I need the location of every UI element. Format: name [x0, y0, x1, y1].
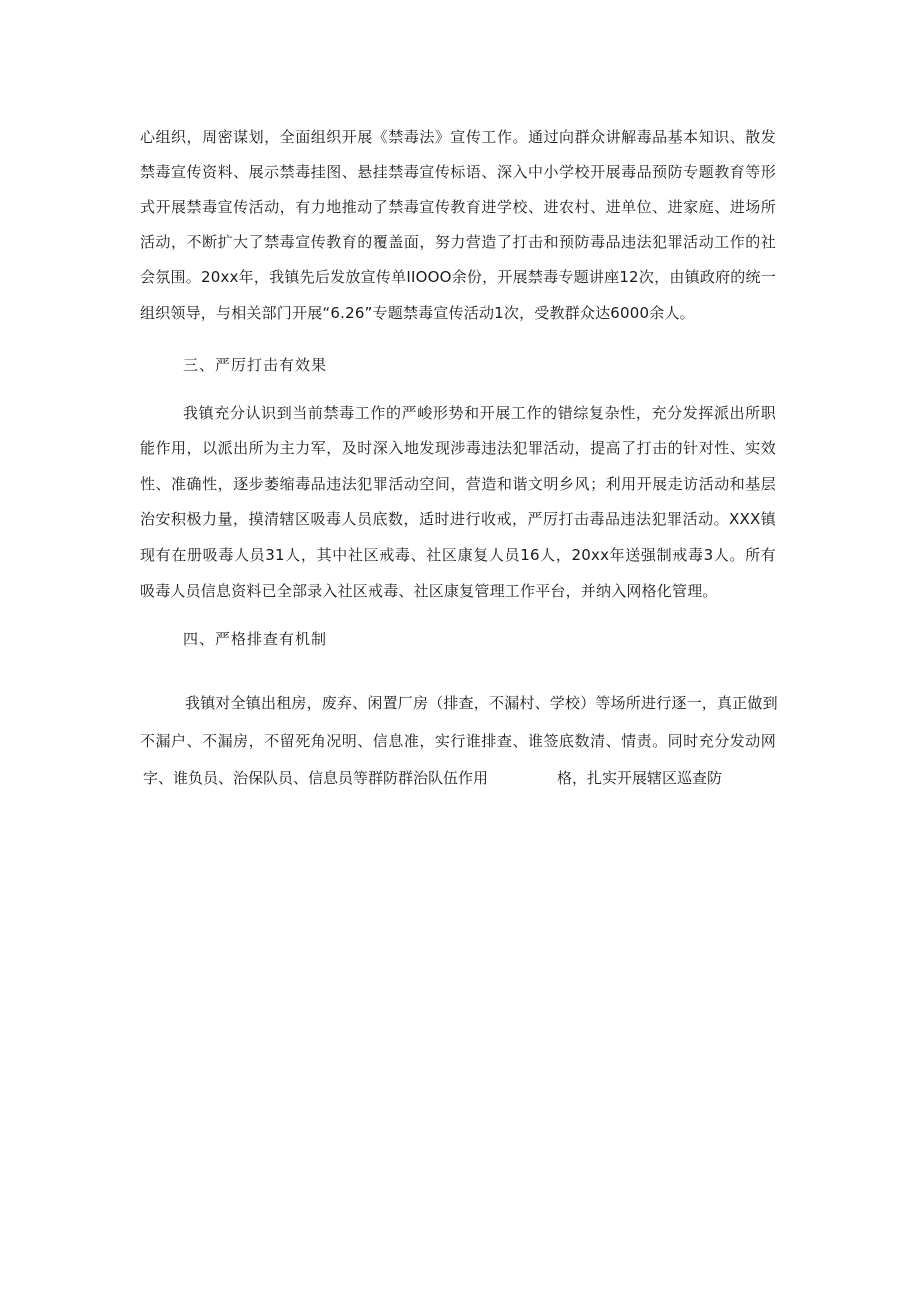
- paragraph-line: 心组织，周密谋划，全面组织开展《禁毒法》宣传工作。通过向群众讲解毒品基本知识、散发: [140, 128, 776, 146]
- paragraph-line: 我镇对全镇出租房，废弃、闲置厂房（排查，不漏村、学校）等场所进行逐一，真正做到: [185, 694, 778, 712]
- paragraph-line: 活动，不断扩大了禁毒宣传教育的覆盖面，努力营造了打击和预防毒品违法犯罪活动工作的社: [140, 233, 776, 251]
- paragraph-line-left: 字、谁负员、治保队员、信息员等群防群治队伍作用: [143, 769, 489, 787]
- paragraph-line: 能作用，以派出所为主力军，及时深入地发现涉毒违法犯罪活动，提高了打击的针对性、实效: [140, 439, 776, 457]
- paragraph-line: 现有在册吸毒人员31人，其中社区戒毒、社区康复人员16人，20xx年送强制戒毒3人。所有: [140, 546, 776, 564]
- section-heading: 三、严厉打击有效果: [183, 356, 328, 374]
- paragraph-line: 不漏户、不漏房，不留死角况明、信息准，实行谁排查、谁签底数清、情责。同时充分发动网: [140, 732, 776, 750]
- paragraph-line: 组织领导，与相关部门开展“6.26”专题禁毒宣传活动1次，受教群众达6000余人。: [140, 304, 695, 322]
- paragraph-line: 我镇充分认识到当前禁毒工作的严峻形势和开展工作的错综复杂性，充分发挥派出所职: [183, 404, 776, 422]
- paragraph-line: 性、准确性，逐步萎缩毒品违法犯罪活动空间，营造和谐文明乡风；利用开展走访活动和基层: [140, 475, 776, 493]
- paragraph-line: 禁毒宣传资料、展示禁毒挂图、悬挂禁毒宣传标语、深入中小学校开展毒品预防专题教育等形: [140, 163, 776, 181]
- paragraph-line-right: 格，扎实开展辖区巡查防: [557, 769, 723, 787]
- paragraph-line: 治安积极力量，摸清辖区吸毒人员底数，适时进行收戒，严厉打击毒品违法犯罪活动。XXX镇: [140, 510, 776, 528]
- section-heading: 四、严格排查有机制: [183, 630, 328, 648]
- paragraph-line: 式开展禁毒宣传活动，有力地推动了禁毒宣传教育进学校、进农村、进单位、进家庭、进场所: [140, 198, 776, 216]
- paragraph-line: 吸毒人员信息资料已全部录入社区戒毒、社区康复管理工作平台，并纳入网格化管理。: [140, 582, 718, 600]
- paragraph-line: 会氛围。20xx年，我镇先后发放宣传单IIOOO余份，开展禁毒专题讲座12次，由镇政府的统一: [140, 268, 776, 286]
